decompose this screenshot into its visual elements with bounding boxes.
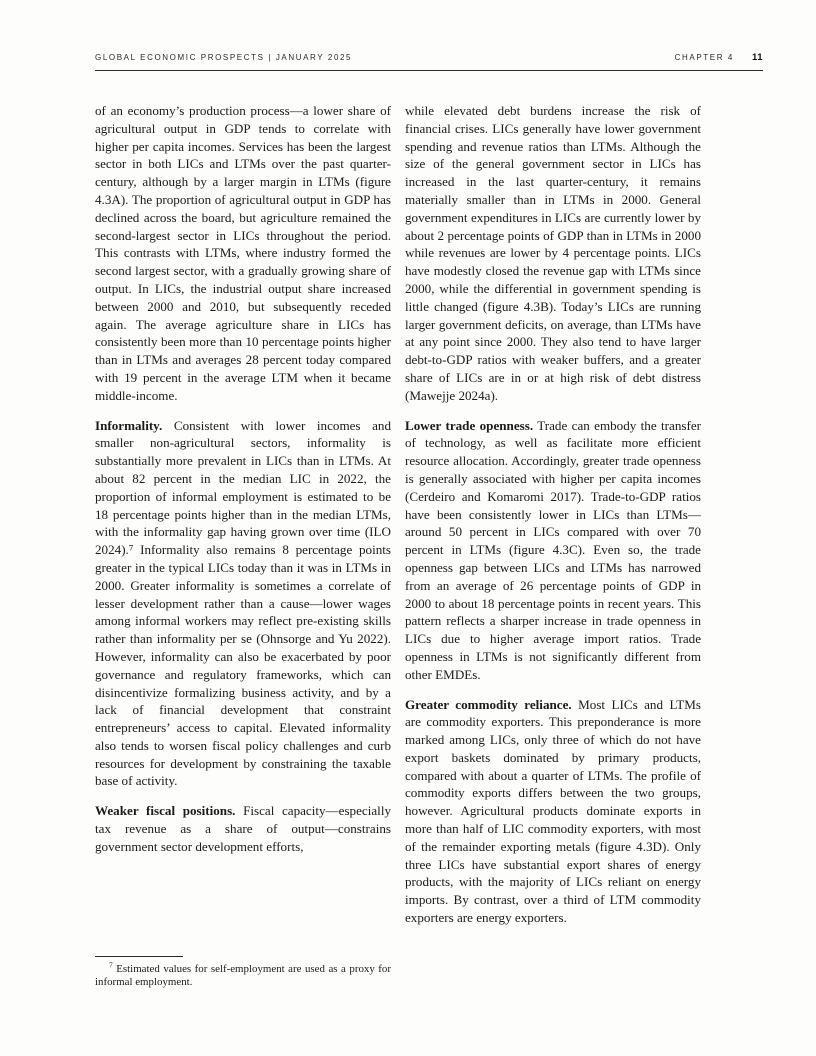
footnote-section bbox=[95, 956, 391, 990]
header-publication-title: GLOBAL ECONOMIC PROSPECTS | JANUARY 2025 bbox=[95, 53, 353, 62]
page-header bbox=[95, 52, 763, 63]
body-paragraph bbox=[95, 802, 391, 855]
paragraph-text: of an economy’s production process—a lower share of agricultural output in GDP tends to correlate with higher per capita incomes. Services has been the largest sector in both LICs and LTMs over the past quarter-century, although by a larger margin in LTMs (figure 4.3A). The proportion of agricultural output in GDP has declined across the board, but agriculture remained the second-largest sector in LICs throughout the period. This contrasts with LTMs, where industry formed the second largest sector, with a gradually growing share of output. In LICs, the industrial output share increased between 2000 and 2010, but subsequently receded again. The average agriculture share in LICs has consistently been more than 10 percentage points higher than in LTMs and averages 28 percent today compared with 19 percent in the average LTM when it became middle-income. bbox=[95, 103, 391, 403]
footnote-marker: 7 bbox=[109, 960, 113, 970]
header-right bbox=[675, 52, 763, 63]
paragraph-text: Consistent with lower incomes and smaller non-agricultural sectors, informality is substantially more prevalent in LICs than in LTMs. At about 82 percent in the median LIC in 2022, the proportion of informal employment is estimated to be 18 percentage points higher than in the median LTMs, with the informality gap having grown over time (ILO 2024).⁷ Informality also remains 8 percentage points greater in the typical LICs today than it was in LTMs in 2000. Greater informality is sometimes a correlate of lesser development rather than a cause—lower wages among informal workers may reflect pre-existing skills rather than informality per se (Ohnsorge and Yu 2022). However, informality can also be exacerbated by poor governance and regulatory frameworks, which can disincentivize formalizing business activity, and by a lack of financial development that constraint entrepreneurs’ access to capital. Elevated informality also tends to worsen fiscal policy challenges and curb resources for development by constraining the taxable base of activity. bbox=[95, 417, 391, 789]
footnote-body: Estimated values for self-employment are used as a proxy for informal employment. bbox=[95, 962, 391, 989]
paragraph-lead: Greater commodity reliance. bbox=[405, 696, 572, 712]
two-column-body bbox=[95, 102, 701, 1004]
left-column bbox=[95, 102, 391, 1004]
body-paragraph bbox=[95, 102, 391, 405]
header-page-number: 11 bbox=[751, 52, 763, 63]
paragraph-text: Most LICs and LTMs are commodity exporters. This preponderance is more marked among LICs, only three of which do not have export baskets dominated by primary products, compared with about a quarter of LTMs. The profile of commodity exports differs between the two groups, however. Agricultural products dominate exports in more than half of LIC commodity exporters, with most of the remainder exporting metals (figure 4.3D). Only three LICs have substantial export shares of energy products, with the majority of LICs reliant on energy imports. By contrast, over a third of LTM commodity exporters are energy exporters. bbox=[405, 696, 701, 926]
header-rule bbox=[95, 70, 763, 71]
body-paragraph bbox=[405, 417, 701, 684]
paragraph-text: while elevated debt burdens increase the risk of financial crises. LICs generally have lower government spending and revenue ratios than LTMs. Although the size of the general government sector in LICs has increased in the last quarter-century, it remains materially smaller than in LTMs in 2000. General government expenditures in LICs are currently lower by about 2 percentage points of GDP than in LTMs in 2000 while revenues are lower by 4 percentage points. LICs have modestly closed the revenue gap with LTMs since 2000, while the differential in government spending is little changed (figure 4.3B). Today’s LICs are running larger government deficits, on average, than LTMs have at any point since 2000. They also tend to have larger debt-to-GDP ratios with weaker buffers, and a greater share of LICs are in or at high risk of debt distress (Mawejje 2024a). bbox=[405, 103, 701, 403]
body-paragraph bbox=[405, 102, 701, 405]
header-chapter-label: CHAPTER 4 bbox=[674, 53, 734, 62]
paragraph-text: Fiscal capacity—especially tax revenue as a share of output—constrains government sector development efforts, bbox=[95, 803, 391, 854]
footnote-text bbox=[95, 960, 391, 990]
paragraph-lead: Weaker fiscal positions. bbox=[95, 803, 236, 819]
paragraph-lead: Lower trade openness. bbox=[405, 417, 534, 433]
paragraph-lead: Informality. bbox=[95, 417, 163, 433]
body-paragraph bbox=[95, 417, 391, 791]
paragraph-text: Trade can embody the transfer of technology, as well as facilitate more efficient resource allocation. Accordingly, greater trade openness is generally associated with higher per capita incomes (Cerdeiro and Komaromi 2017). Trade-to-GDP ratios have been consistently lower in LICs than LTMs—around 50 percent in LICs compared with over 70 percent in LTMs (figure 4.3C). Even so, the trade openness gap between LICs and LTMs has narrowed from an average of 26 percentage points of GDP in 2000 to about 18 percentage points in recent years. This pattern reflects a sharper increase in trade openness in LICs due to higher average import ratios. Trade openness in LTMs is not significantly different from other EMDEs. bbox=[405, 417, 701, 682]
footnote-separator-rule bbox=[95, 956, 183, 957]
right-column bbox=[405, 102, 701, 1004]
body-paragraph bbox=[405, 696, 701, 927]
